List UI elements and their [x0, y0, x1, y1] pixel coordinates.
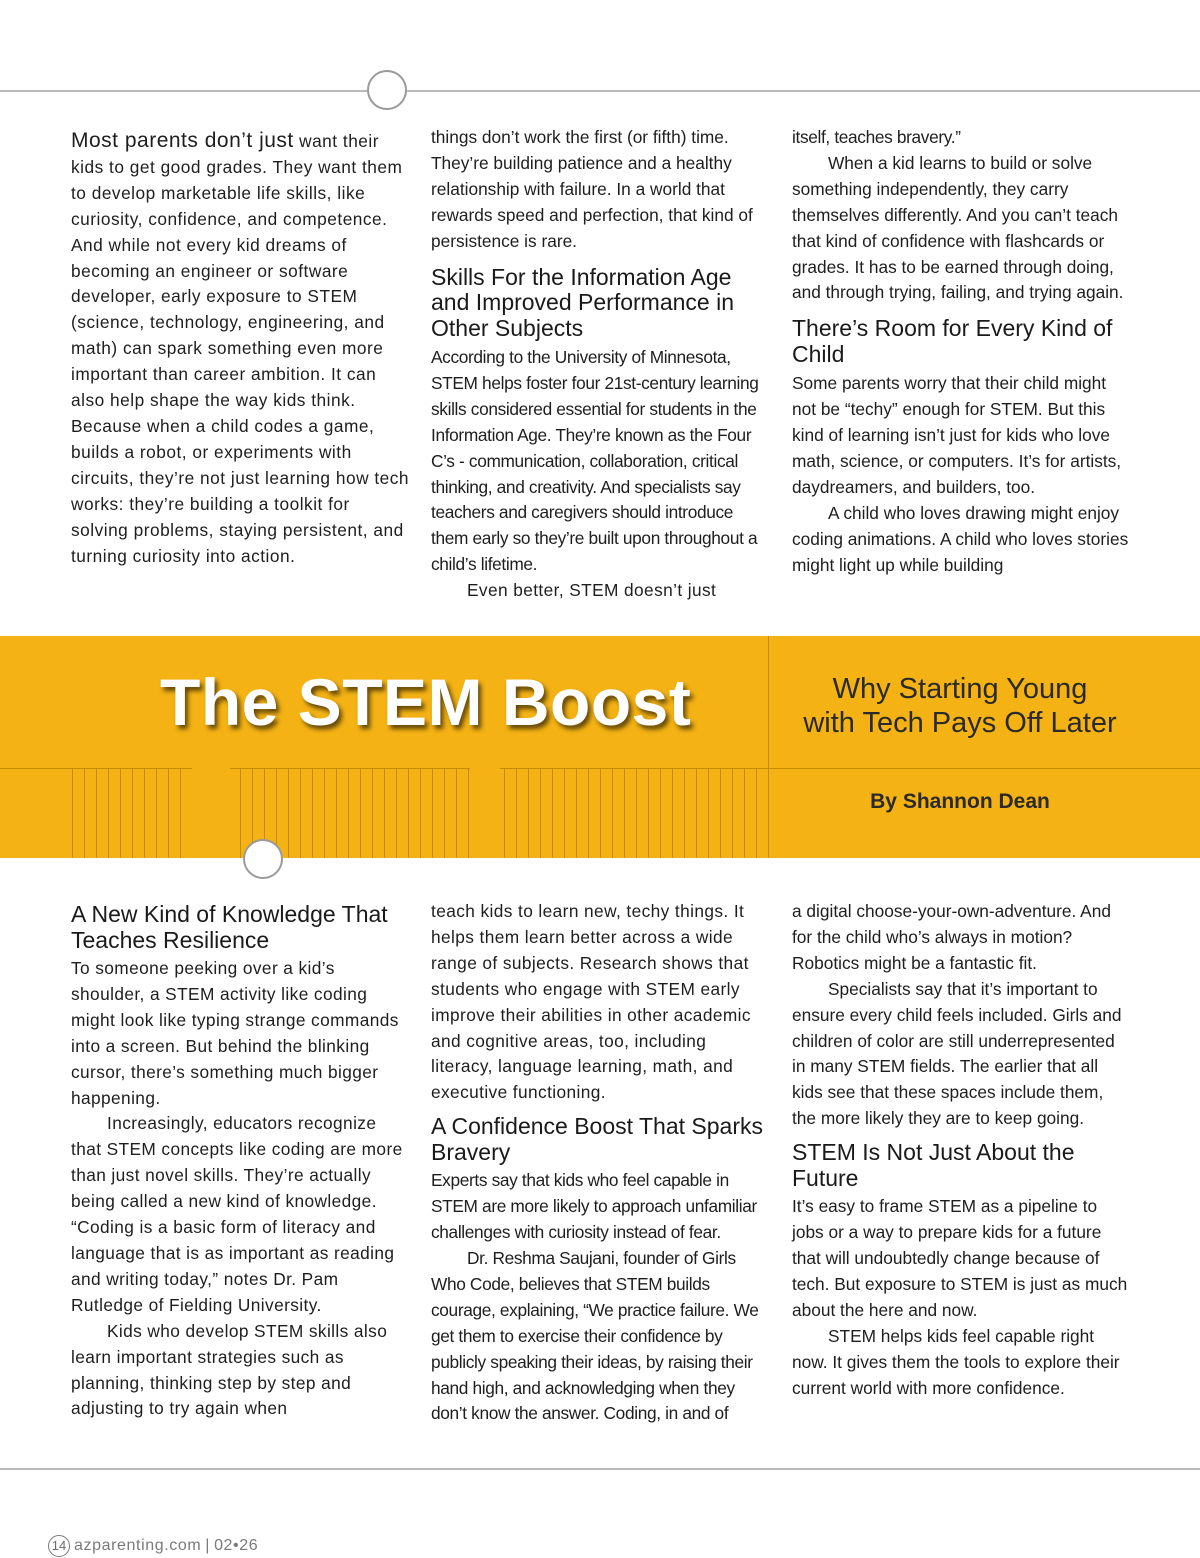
- paragraph: itself, teaches bravery.”: [792, 127, 961, 147]
- paragraph: Experts say that kids who feel capable in STEM are more likely to approach unfamiliar challenges with curiosity instead of fear.: [431, 1170, 757, 1243]
- bottom-column-1: [71, 902, 411, 1422]
- page-number-badge: 14: [48, 1535, 70, 1557]
- paragraph: It’s easy to frame STEM as a pipeline to jobs or a way to prepare kids for a future that will undoubtedly change because of tech. But exposure to STEM is just as much about the here and now.: [792, 1196, 1128, 1320]
- banner-tick-gap: [470, 768, 500, 858]
- article-subtitle: Why Starting Young with Tech Pays Off Later: [803, 673, 1117, 739]
- top-column-2: [431, 125, 771, 604]
- top-column-3: [792, 125, 1132, 579]
- top-rule: [0, 90, 1200, 92]
- paragraph: teach kids to learn new, techy things. It helps them learn better across a wide range of subjects. Research shows that students who engage with STEM early improve their abilities in other academic and cognitive areas, too, including literacy, language learning, math, and executive functioning.: [431, 901, 751, 1103]
- paragraph: To someone peeking over a kid’s shoulder, a STEM activity like coding might look like typing strange commands into a screen. But behind the blinking cursor, there’s something much bigger happening.: [71, 958, 399, 1108]
- section-heading: A Confidence Boost That Sparks Bravery: [431, 1113, 763, 1165]
- section-heading: STEM Is Not Just About the Future: [792, 1139, 1075, 1191]
- paragraph: a digital choose-your-own-adventure. And for the child who’s always in motion? Robotics might be a fantastic fit.: [792, 901, 1111, 973]
- paragraph: STEM helps kids feel capable right now. It gives them the tools to explore their current world with more confidence.: [792, 1325, 1120, 1398]
- bottom-column-2: [431, 899, 771, 1427]
- bottom-column-3: [792, 899, 1132, 1401]
- section-heading: A New Kind of Knowledge That Teaches Resilience: [71, 901, 388, 953]
- lead-in: Most parents don’t just: [71, 129, 294, 152]
- paragraph: Dr. Reshma Saujani, founder of Girls Who Code, believes that STEM builds courage, explaining, “We practice failure. We get them to exercise their confidence by publicly speaking their ideas, by raising their hand high, and acknowledging when they don’t know the answer. Coding, in and of: [431, 1247, 759, 1424]
- byline: By Shannon Dean: [870, 790, 1050, 813]
- paragraph: Even better, STEM doesn’t just: [467, 580, 717, 601]
- paragraph: things don’t work the first (or fifth) time. They’re building patience and a healthy relationship with failure. In a world that rewards speed and perfection, that kind of persistence is rare.: [431, 127, 753, 251]
- section-heading: Skills For the Information Age and Improved Performance in Other Subjects: [431, 263, 734, 341]
- footer-separator: |: [205, 1537, 211, 1554]
- section-heading: There’s Room for Every Kind of Child: [792, 315, 1113, 367]
- footer-rule: [0, 1468, 1200, 1470]
- paragraph: Specialists say that it’s important to ensure every child feels included. Girls and children of color are still underrepresented in many STEM fields. The earlier that all kids see that these spaces include them, the more likely they are to keep going.: [792, 978, 1122, 1129]
- paragraph: According to the University of Minnesota, STEM helps foster four 21st-century learning skills considered essential for students in the Information Age. They’re known as the Four C’s - communication, collaboration, critical thinking, and creativity. And specialists say teachers and caregivers should introduce them early so they’re built upon throughout a child’s lifetime.: [431, 347, 759, 575]
- banner-divider-vertical: [768, 636, 769, 858]
- page-footer: [48, 1535, 258, 1557]
- article-title: The STEM Boost: [160, 665, 692, 739]
- paragraph: When a kid learns to build or solve something independently, they carry themselves differently. And you can’t teach that kind of confidence with flashcards or grades. It has to be earned through doing, and through trying, failing, and trying again.: [792, 152, 1124, 303]
- paragraph: Some parents worry that their child might not be “techy” enough for STEM. But this kind of learning isn’t just for kids who love math, science, or computers. It’s for artists, daydreamers, and builders, too.: [792, 373, 1122, 497]
- banner-tick-gap: [192, 768, 230, 858]
- paragraph: A child who loves drawing might enjoy coding animations. A child who loves stories might light up while building: [792, 502, 1129, 575]
- footer-issue: 02•26: [214, 1537, 259, 1554]
- footer-site[interactable]: azparenting.com: [74, 1537, 202, 1554]
- title-banner: [0, 636, 1200, 858]
- paragraph: Increasingly, educators recognize that STEM concepts like coding are more than just novel skills. They’re actually being called a new kind of knowledge. “Coding is a basic form of literacy and language that is as important as reading and writing today,” notes Dr. Pam Rutledge of Fielding University.: [71, 1113, 403, 1315]
- paragraph: Kids who develop STEM skills also learn important strategies such as planning, thinking step by step and adjusting to try again when: [71, 1320, 388, 1419]
- top-column-1: [71, 128, 411, 569]
- banner-circle: [243, 839, 283, 879]
- intro-paragraph: Most parents don’t just want their kids to get good grades. They want them to develop marketable life skills, like curiosity, confidence, and competence. And while not every kid dreams of becoming an engineer or software developer, early exposure to STEM (science, technology, engineering, and math) can spark something even more important than career ambition. It can also help shape the way kids think. Because when a child codes a game, builds a robot, or experiments with circuits, they’re not just learning how tech works: they’re building a toolkit for solving problems, staying persistent, and turning curiosity into action.: [71, 129, 410, 566]
- top-rule-circle: [367, 70, 407, 110]
- banner-tick-pattern: [72, 768, 762, 858]
